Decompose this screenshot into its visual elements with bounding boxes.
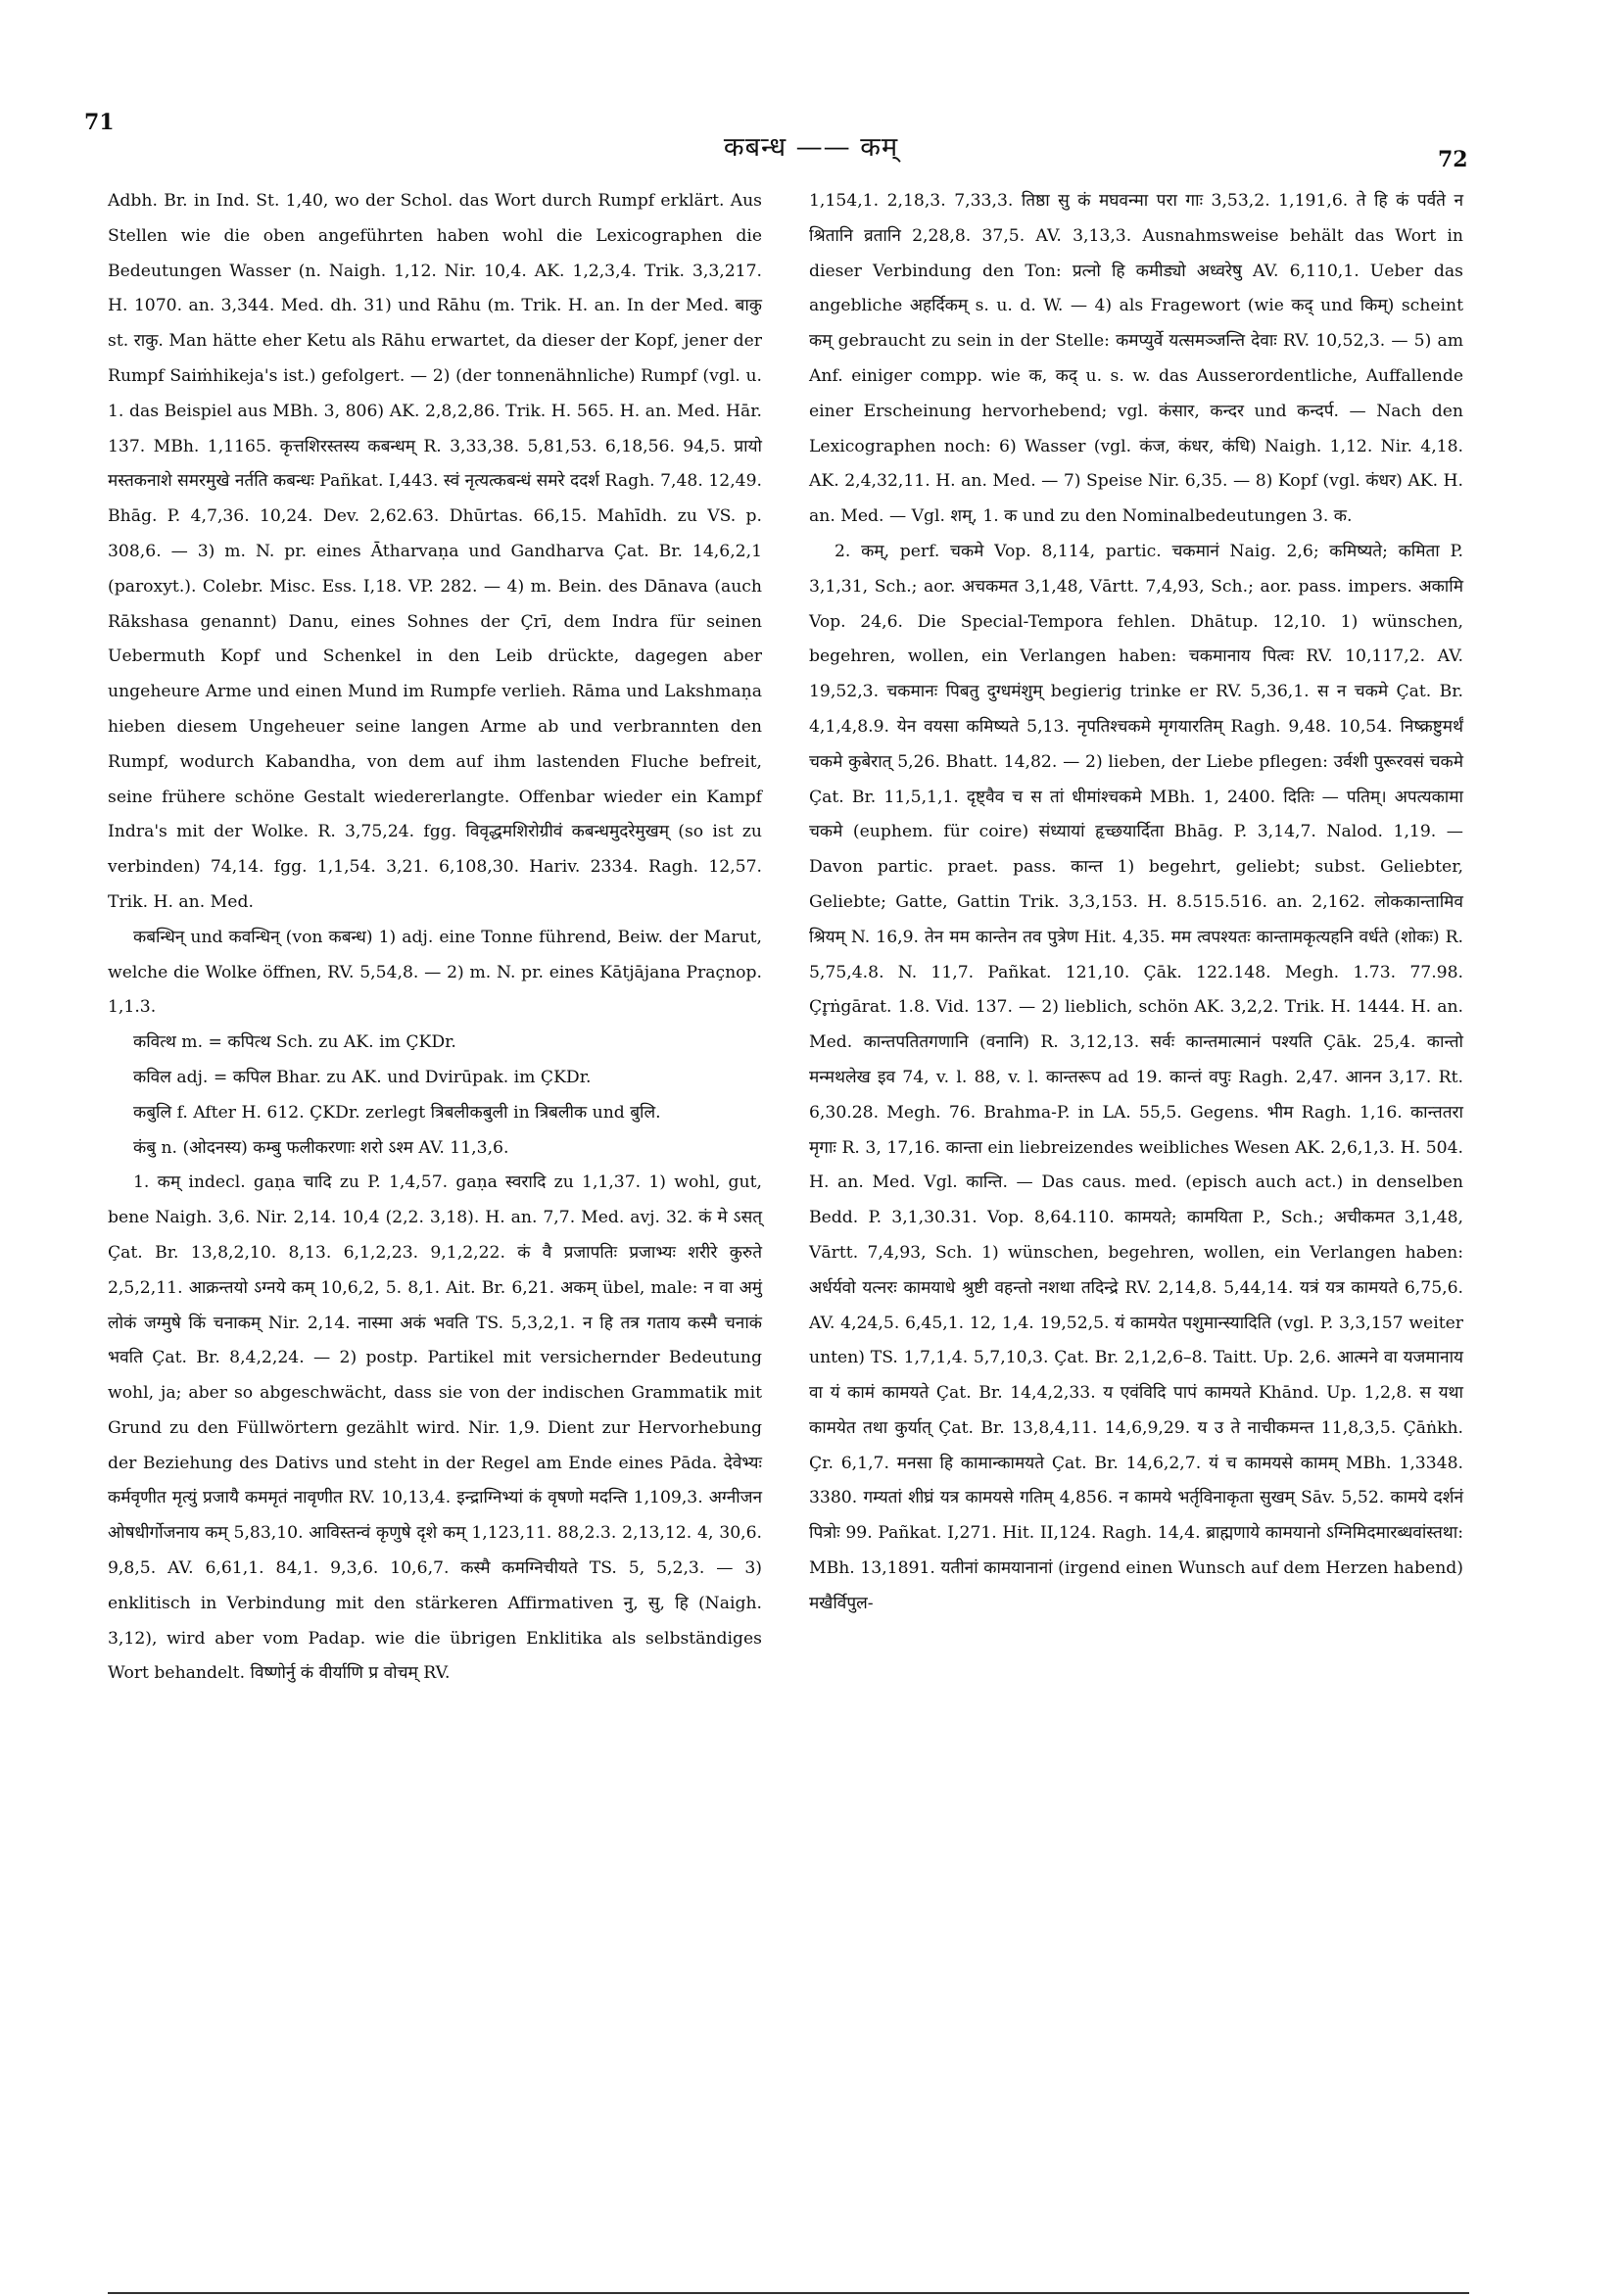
right-column [809, 184, 1463, 1622]
entry-kambu: कंबु n. (ओदनस्य) कम्बु फलीकरणाः शरो ऽश्म AV. 11,3,6. [133, 1137, 509, 1158]
entry-kavittha: कवित्थ m. = कपित्थ Sch. zu AK. im ÇKDr. [133, 1032, 456, 1053]
entry-kam-2: 2. कम्, perf. चकमे Vop. 8,114, partic. चकमानं Naig. 2,6; कमिष्यते; कमिता P. 3,1,31, Sch.; aor. अचकमत 3,1,48, Vārtt. 7,4,93, Sch.; aor. pass. impers. अकामि Vop. 24,6. Die Special-Tempora fehlen. Dhātup. 12,10. 1) wünschen, begehren, wollen, ein Verlangen haben: चकमानाय पित्वः RV. 10,117,2. AV. 19,52,3. चकमानः पिबतु दुग्धमंशुम् begierig trinke er RV. 5,36,1. स न चकमे Çat. Br. 4,1,4,8.9. येन वयसा कमिष्यते 5,13. नृपतिश्चकमे मृगयारतिम् Ragh. 9,48. 10,54. निष्क्रष्टुमर्थं चकमे कुबेरात् 5,26. Bhatt. 14,82. — 2) lieben, der Liebe pflegen: उर्वशी पुरूरवसं चकमे Çat. Br. 11,5,1,1. दृष्ट्वैव च स तां धीमांश्चकमे MBh. 1, 2400. दितिः — पतिम्। अपत्यकामा चकमे (euphem. für coire) संध्यायां हृच्छयार्दिता Bhāg. P. 3,14,7. Nalod. 1,19. — Davon partic. praet. pass. कान्त 1) begehrt, geliebt; subst. Geliebter, Geliebte; Gatte, Gattin Trik. 3,3,153. H. 8.515.516. an. 2,162. लोककान्तामिव श्रियम् N. 16,9. तेन मम कान्तेन तव पुत्रेण Hit. 4,35. मम त्वपश्यतः कान्तामकृत्यहनि वर्धते (शोकः) R. 5,75,4.8. N. 11,7. Pañkat. 121,10. Çāk. 122.148. Megh. 1.73. 77.98. Çr̥ṅgārat. 1.8. Vid. 137. — 2) lieblich, schön AK. 3,2,2. Trik. H. 1444. H. an. Med. कान्तपतितगणानि (वनानि) R. 3,12,13. सर्वः कान्तमात्मानं पश्यति Çāk. 25,4. कान्तो मन्मथलेख इव 74, v. l. 88, v. l. कान्तरूप ad 19. कान्तं वपुः Ragh. 2,47. आनन 3,17. Rt. 6,30.28. Megh. 76. Brahma-P. in LA. 55,5. Gegens. भीम Ragh. 1,16. कान्ततरा मृगाः R. 3, 17,16. कान्ता ein liebreizendes weibliches Wesen AK. 2,6,1,3. H. 504. H. an. Med. Vgl. कान्ति. — Das caus. med. (episch auch act.) in denselben Bedd. P. 3,1,30.31. Vop. 8,64.110. कामयते; कामयिता P., Sch.; अचीकमत 3,1,48, Vārtt. 7,4,93, Sch. 1) wünschen, begehren, wollen, ein Verlangen haben: अर्धर्यवो यत्नरः कामयाधे श्रुष्टी वहन्तो नशथा तदिन्द्रे RV. 2,14,8. 5,44,14. यत्रं यत्र कामयते 6,75,6. AV. 4,24,5. 6,45,1. 12, 1,4. 19,52,5. यं कामयेत पशुमान्स्यादिति (vgl. P. 3,3,157 weiter unten) TS. 1,7,1,4. 5,7,10,3. Çat. Br. 2,1,2,6–8. Taitt. Up. 2,6. आत्मने वा यजमानाय वा यं कामं कामयते Çat. Br. 14,4,2,33. य एवंविदि पापं कामयते Khānd. Up. 1,2,8. स यथा कामयेत तथा कुर्यात् Çat. Br. 13,8,4,11. 14,6,9,29. य उ ते नाचीकमन्त 11,8,3,5. Çāṅkh. Çr. 6,1,7. मनसा हि कामान्कामयते Çat. Br. 14,6,2,7. यं च कामयसे कामम् MBh. 1,3348. 3380. गम्यतां शीघ्रं यत्र कामयसे गतिम् 4,856. न कामये भर्तृविनाकृता सुखम् Sāv. 5,52. कामये दर्शनं पित्रोः 99. Pañkat. I,271. Hit. II,124. Ragh. 14,4. ब्राह्मणाये कामयानो ऽग्निमिदमारब्धवांस्तथा: MBh. 13,1891. यतीनां कामयानानां (irgend einen Wunsch auf dem Herzen habend) मखैर्विपुल- [809, 541, 1463, 1613]
left-page-number: 71 [84, 110, 115, 135]
running-head: कबन्ध —— कम् [723, 132, 899, 163]
entry-kabandhin: कबन्धिन् und कवन्धिन् (von कबन्ध) 1) adj. eine Tonne führend, Beiw. der Marut, welche die Wolke öffnen, RV. 5,54,8. — 2) m. N. pr. eines Kātjājana Praçnop. 1,1.3. [108, 927, 762, 1018]
entry-kavila: कविल adj. = कपिल Bhar. zu AK. und Dvirūpak. im ÇKDr. [133, 1067, 592, 1087]
left-column [108, 184, 762, 1692]
footer-rule [108, 2292, 1469, 2294]
entry-kabuli: कबुलि f. After H. 612. ÇKDr. zerlegt त्रिबलीकबुली in त्रिबलीक und बुलि. [133, 1102, 661, 1123]
entry-kabandha-continued: Adbh. Br. in Ind. St. 1,40, wo der Schol. das Wort durch Rumpf erklärt. Aus Stellen wie die oben angeführten haben wohl die Lexicographen die Bedeutungen Wasser (n. Naigh. 1,12. Nir. 10,4. AK. 1,2,3,4. Trik. 3,3,217. H. 1070. an. 3,344. Med. dh. 31) und Rāhu (m. Trik. H. an. In der Med. बाकु st. राकु. Man hätte eher Ketu als Rāhu erwartet, da dieser der Kopf, jener der Rumpf Saiṁhikeja's ist.) gefolgert. — 2) (der tonnenähnliche) Rumpf (vgl. u. 1. das Beispiel aus MBh. 3, 806) AK. 2,8,2,86. Trik. H. 565. H. an. Med. Hār. 137. MBh. 1,1165. कृत्तशिरस्तस्य कबन्धम् R. 3,33,38. 5,81,53. 6,18,56. 94,5. प्रायो मस्तकनाशे समरमुखे नर्तति कबन्धः Pañkat. I,443. स्वं नृत्यत्कबन्धं समरे ददर्श Ragh. 7,48. 12,49. Bhāg. P. 4,7,36. 10,24. Dev. 2,62.63. Dhūrtas. 66,15. Mahīdh. zu VS. p. 308,6. — 3) m. N. pr. eines Ātharvaṇa und Gandharva Çat. Br. 14,6,2,1 (paroxyt.). Colebr. Misc. Ess. I,18. VP. 282. — 4) m. Bein. des Dānava (auch Rākshasa genannt) Danu, eines Sohnes der Çrī, dem Indra für seinen Uebermuth Kopf und Schenkel in den Leib drückte, dagegen aber ungeheure Arme und einen Mund im Rumpfe verlieh. Rāma und Lakshmaṇa hieben diesem Ungeheuer seine langen Arme ab und verbrannten den Rumpf, wodurch Kabandha, von dem auf ihm lastenden Fluche befreit, seine frühere schöne Gestalt wiedererlangte. Offenbar wieder ein Kampf Indra's mit der Wolke. R. 3,75,24. fgg. विवृद्धमशिरोग्रीवं कबन्धमुदरेमुखम् (so ist zu verbinden) 74,14. fgg. 1,1,54. 3,21. 6,108,30. Hariv. 2334. Ragh. 12,57. Trik. H. an. Med. [108, 191, 762, 912]
entry-kam-1-continued: 1,154,1. 2,18,3. 7,33,3. तिष्ठा सु कं मघवन्मा परा गाः 3,53,2. 1,191,6. ते हि कं पर्वते न श्रितानि व्रतानि 2,28,8. 37,5. AV. 3,13,3. Ausnahmsweise behält das Wort in dieser Verbindung den Ton: प्रत्नो हि कमीड्यो अध्वरेषु AV. 6,110,1. Ueber das angebliche अहर्दिकम् s. u. d. W. — 4) als Fragewort (wie कद् und किम्) scheint कम् gebraucht zu sein in der Stelle: कमप्युर्वे यत्समञ्जन्ति देवाः RV. 10,52,3. — 5) am Anf. einiger compp. wie क, कद् u. s. w. das Ausserordentliche, Auffallende einer Erscheinung hervorhebend; vgl. कंसार, कन्दर und कन्दर्प. — Nach den Lexicographen noch: 6) Wasser (vgl. कंज, कंधर, कंधि) Naigh. 1,12. Nir. 4,18. AK. 2,4,32,11. H. an. Med. — 7) Speise Nir. 6,35. — 8) Kopf (vgl. कंधर) AK. H. an. Med. — Vgl. शम्, 1. क und zu den Nominalbedeutungen 3. क. [809, 191, 1463, 527]
entry-kam-1: 1. कम् indecl. gaṇa चादि zu P. 1,4,57. gaṇa स्वरादि zu 1,1,37. 1) wohl, gut, bene Naigh. 3,6. Nir. 2,14. 10,4 (2,2. 3,18). H. an. 7,7. Med. avj. 32. कं मे ऽसत् Çat. Br. 13,8,2,10. 8,13. 6,1,2,23. 9,1,2,22. कं वै प्रजापतिः प्रजाभ्यः शरीरे कुरुते 2,5,2,11. आक्रन्तयो ऽग्नये कम् 10,6,2, 5. 8,1. Ait. Br. 6,21. अकम् übel, male: न वा अमुं लोकं जग्मुषे किं चनाकम् Nir. 2,14. नास्मा अकं भवति TS. 5,3,2,1. न हि तत्र गताय कस्मै चनाकं भवति Çat. Br. 8,4,2,24. — 2) postp. Partikel mit versichernder Bedeutung wohl, ja; aber so abgeschwächt, dass sie von der indischen Grammatik mit Grund zu den Füllwörtern gezählt wird. Nir. 1,9. Dient zur Hervorhebung der Beziehung des Dativs und steht in der Regel am Ende eines Pāda. देवेभ्यः कर्मवृणीत मृत्युं प्रजायै कममृतं नावृणीत RV. 10,13,4. इन्द्राग्निभ्यां कं वृषणो मदन्ति 1,109,3. अग्नीजन ओषधीर्गोजनाय कम् 5,83,10. आविस्तन्वं कृणुषे दृशे कम् 1,123,11. 88,2.3. 2,13,12. 4, 30,6. 9,8,5. AV. 6,61,1. 84,1. 9,3,6. 10,6,7. कस्मै कमग्निचीयते TS. 5, 5,2,3. — 3) enklitisch in Verbindung mit den stärkeren Affirmativen नु, सु, हि (Naigh. 3,12), wird aber vom Padap. wie die übrigen Enklitika als selbständiges Wort behandelt. विष्णोर्नु कं वीर्याणि प्र वोचम् RV. [108, 1172, 762, 1684]
right-page-number: 72 [1438, 147, 1468, 172]
